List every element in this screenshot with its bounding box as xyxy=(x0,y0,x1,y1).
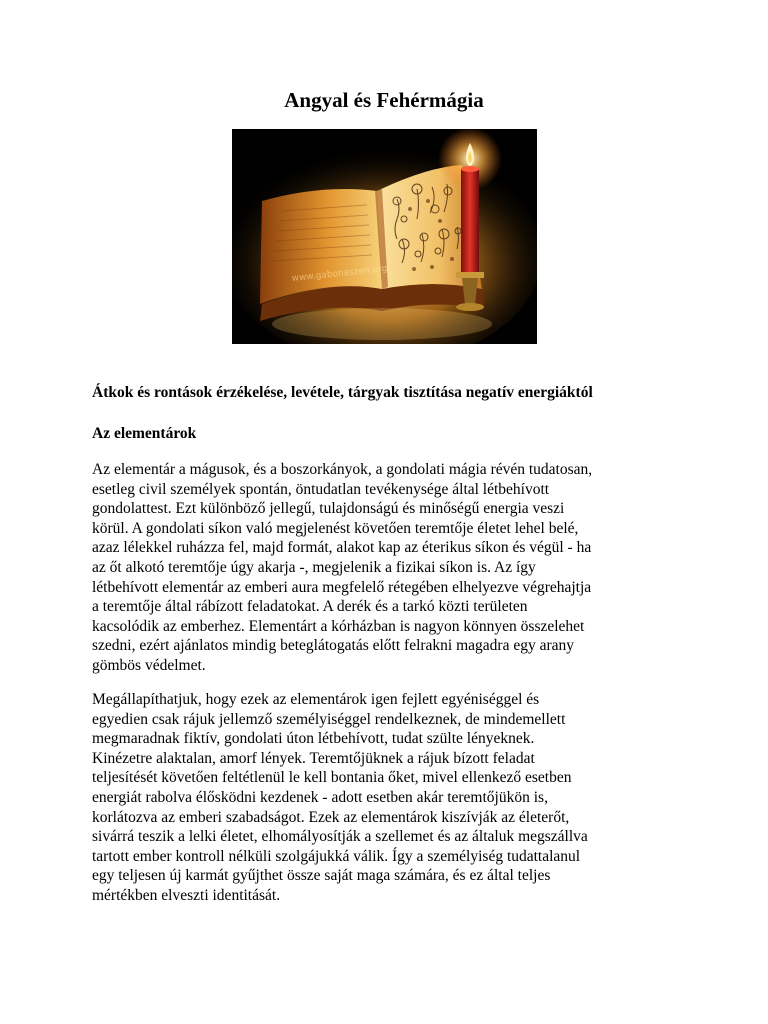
paragraph-line: gömbös védelmet. xyxy=(92,656,206,674)
paragraph-line: az őt alkotó teremtője úgy akarja -, megjelenik a fizikai síkon is. Az így xyxy=(92,558,536,576)
book-candle-illustration xyxy=(232,129,537,344)
paragraph-line: megmaradnak fiktív, gondolati úton létbehívott, tudat szülte lényeknek. xyxy=(92,730,535,748)
paragraph-line: egyedien csak rájuk jellemző személyiséggel rendelkeznek, de mindemellett xyxy=(92,710,566,728)
paragraph-line: energiát rabolva élősködni kezdenek - adott esetben akár teremtőjükön is, xyxy=(92,788,548,806)
paragraph-line: a teremtője által rábízott feladatokat. A derék és a tarkó közti területen xyxy=(92,598,528,616)
paragraph-line: tartott ember kontroll nélküli szolgájukká válik. Így a személyiség tudattalanul xyxy=(92,847,581,865)
paragraph-line: sivárrá teszik a lelki életet, elhomályosítják a szellemet és az általuk megszállva xyxy=(92,828,588,846)
paragraph-line: esetleg civil személyek spontán, öntudatlan tevékenysége által létbehívott xyxy=(92,480,550,498)
paragraph-line: gondolattest. Ezt különböző jellegű, tulajdonságú és minőségű energia veszi xyxy=(92,500,565,518)
image-watermark: www.gabonaszen.org xyxy=(291,263,388,284)
paragraph-2 xyxy=(92,690,692,906)
paragraph-line: létbehívott elementár az emberi aura megfelelő rétegében elhelyezve végrehajtja xyxy=(92,578,592,596)
paragraph-line: mértékben elveszti identitását. xyxy=(92,886,281,904)
document-subtitle: Átkok és rontások érzékelése, levétele, tárgyak tisztítása negatív energiáktól xyxy=(92,384,593,401)
paragraph-line: Megállapíthatjuk, hogy ezek az elementárok igen fejlett egyéniséggel és xyxy=(92,691,540,708)
paragraph-line: egy teljesen új karmát gyűjthet össze saját maga számára, és ez által teljes xyxy=(92,867,551,885)
section-heading: Az elementárok xyxy=(92,425,197,442)
paragraph-line: teljesítését követően feltétlenül le kell bontania őket, mivel ellenkező esetben xyxy=(92,769,572,787)
paragraph-line: körül. A gondolati síkon való megjelenést követően teremtője életet lehel belé, xyxy=(92,519,579,537)
paragraph-1 xyxy=(92,460,692,676)
paragraph-line: kacsolódik az emberhez. Elementárt a kórházban is nagyon könnyen összelehet xyxy=(92,617,585,635)
paragraph-line: Az elementár a mágusok, és a boszorkányok, a gondolati mágia révén tudatosan, xyxy=(92,461,593,478)
paragraph-line: korlátozva az emberi szabadságot. Ezek az elementárok kiszívják az életerőt, xyxy=(92,808,570,826)
document-title: Angyal és Fehérmágia xyxy=(284,88,484,112)
paragraph-line: azaz lélekkel ruházza fel, majd formát, alakot kap az éterikus síkon és végül - ha xyxy=(92,539,592,557)
book-candle-image xyxy=(232,129,537,344)
paragraph-line: szedni, ezért ajánlatos mindig beteglátogatás előtt felrakni magadra egy arany xyxy=(92,637,575,655)
paragraph-line: Kinézetre alaktalan, amorf lények. Teremtőjüknek a rájuk bízott feladat xyxy=(92,749,535,767)
